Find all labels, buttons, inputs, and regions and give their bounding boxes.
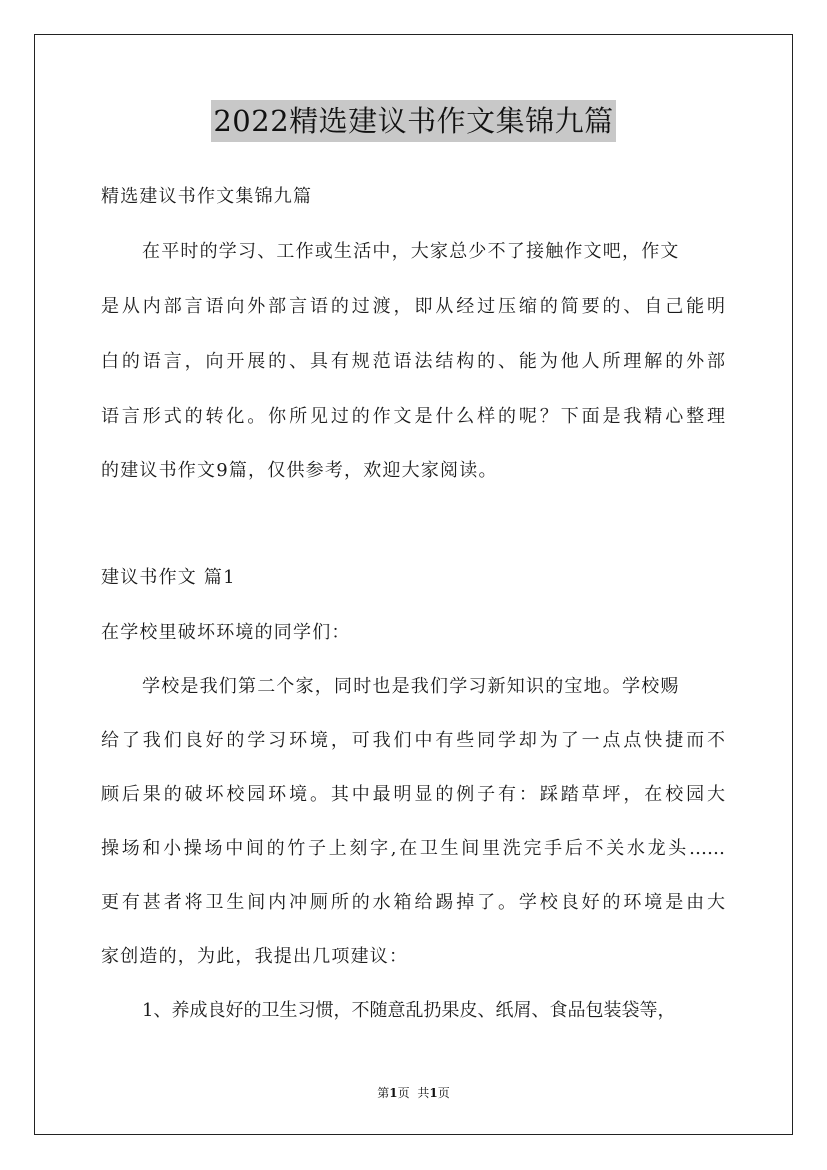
body-line-1: 学校是我们第二个家，同时也是我们学习新知识的宝地。学校赐 <box>142 676 680 697</box>
document-subtitle: 精选建议书作文集锦九篇 <box>101 186 313 207</box>
intro-line-1: 在平时的学习、工作或生活中，大家总少不了接触作文吧，作文 <box>142 241 680 262</box>
intro-line-3: 白的语言，向开展的、具有规范语法结构的、能为他人所理解的外部 <box>101 351 725 372</box>
body-line-6: 家创造的，为此，我提出几项建议： <box>101 946 409 967</box>
intro-line-4: 语言形式的转化。你所见过的作文是什么样的呢？下面是我精心整理 <box>101 406 725 427</box>
suggestion-1: 1、养成良好的卫生习惯，不随意乱扔果皮、纸屑、食品包装袋等， <box>142 1000 676 1021</box>
total-label: 共 <box>417 1086 430 1100</box>
total-unit: 页 <box>437 1086 450 1100</box>
page-footer <box>0 1084 827 1101</box>
page-label: 第 <box>377 1086 390 1100</box>
intro-line-2: 是从内部言语向外部言语的过渡，即从经过压缩的简要的、自己能明 <box>101 296 725 317</box>
total-pages: 1 <box>429 1086 438 1100</box>
body-line-3: 顾后果的破坏校园环境。其中最明显的例子有：踩踏草坪，在校园大 <box>101 784 725 805</box>
body-line-4: 操场和小操场中间的竹子上刻字,在卫生间里洗完手后不关水龙头…… <box>101 838 725 859</box>
intro-line-5: 的建议书作文9篇，仅供参考，欢迎大家阅读。 <box>101 460 498 481</box>
body-line-2: 给了我们良好的学习环境，可我们中有些同学却为了一点点快捷而不 <box>101 730 725 751</box>
title-container <box>0 100 827 142</box>
page-number: 1 <box>389 1086 398 1100</box>
document-title: 2022精选建议书作文集锦九篇 <box>211 100 615 142</box>
salutation: 在学校里破坏环境的同学们： <box>101 622 351 643</box>
body-line-5: 更有甚者将卫生间内冲厕所的水箱给踢掉了。学校良好的环境是由大 <box>101 892 725 913</box>
page-unit: 页 <box>397 1086 410 1100</box>
section-heading: 建议书作文 篇1 <box>101 567 236 588</box>
